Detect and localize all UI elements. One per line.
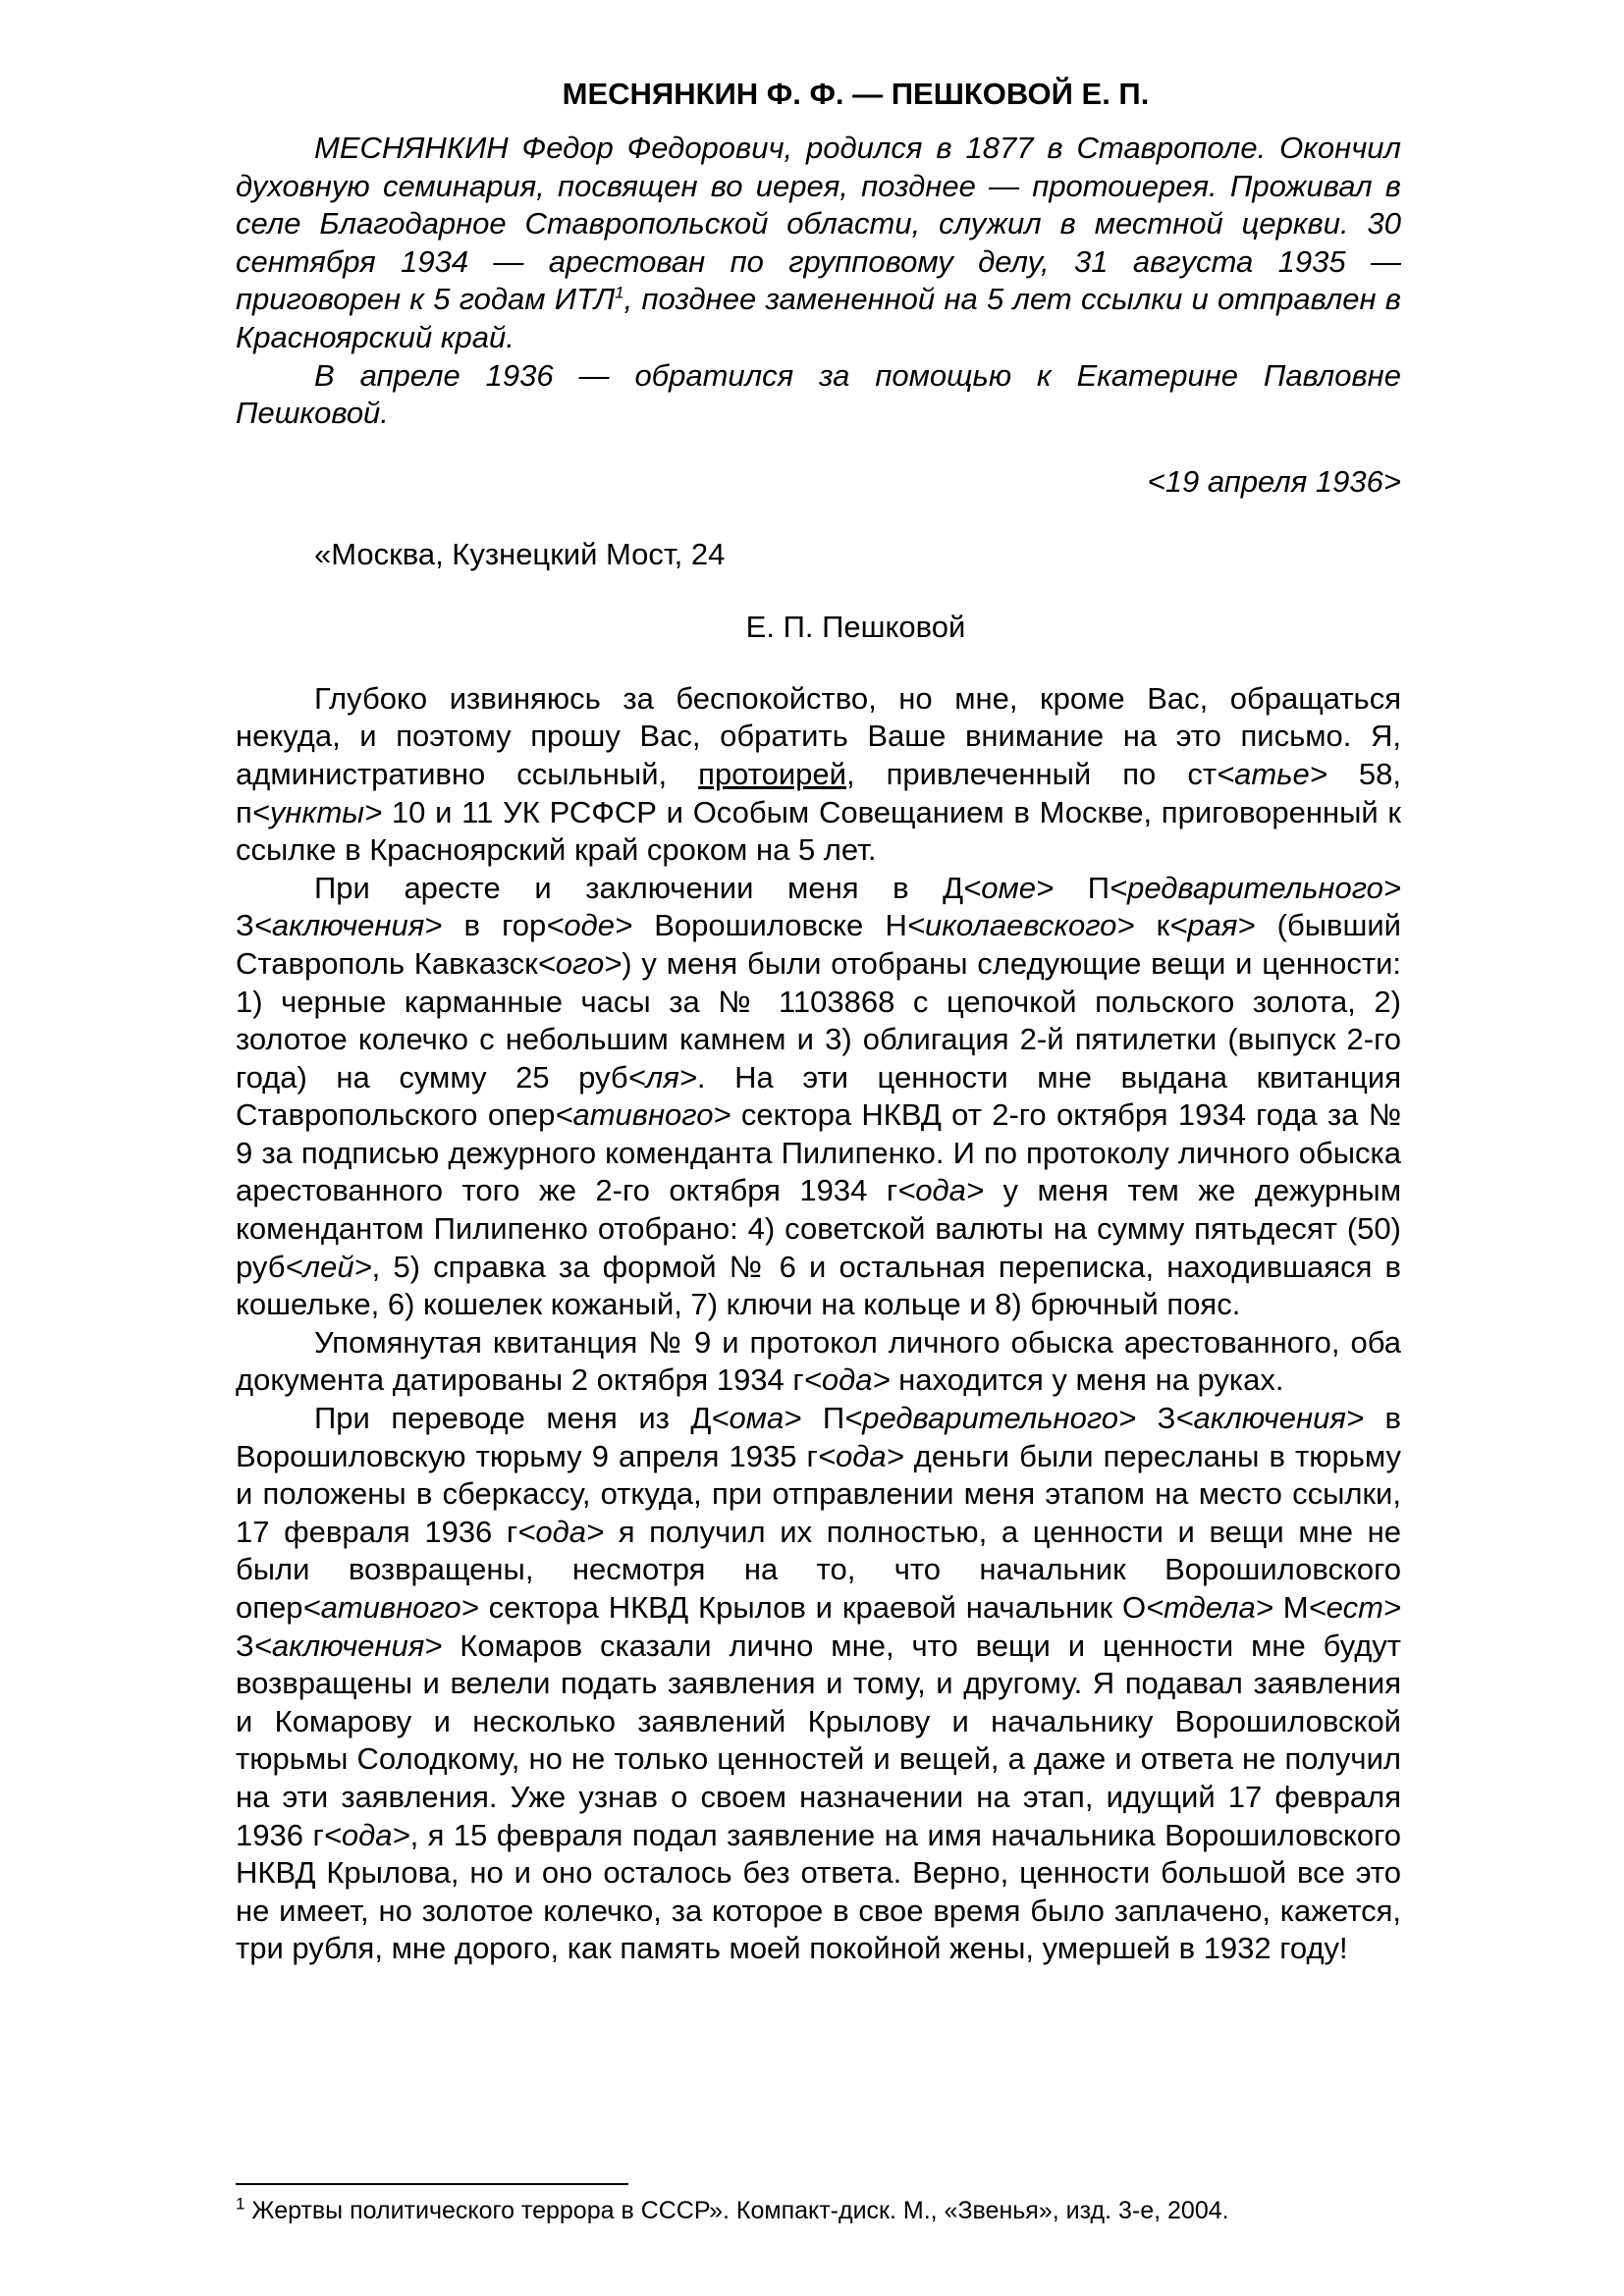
editorial-insert: <тдела> (1146, 1590, 1273, 1625)
editorial-insert: <ункты> (251, 794, 383, 829)
text-run: З (1136, 1401, 1176, 1436)
text-run: Глубоко извиняюсь за беспокойство, но мне, кроме Вас, обращаться некуда, и поэтому прошу Вас, обратить Ваше внимание на это письмо. Я, административно ссыльный, (236, 680, 1401, 791)
letter-date: <19 апреля 1936> (1147, 463, 1401, 499)
text-run: Комаров сказали лично мне, что вещи и ценности мне будут возвращены и велели подать заявления и тому, и другому. Я подавал заявления и Комарову и несколько заявлений Крылову и начальнику Ворошиловской тюрьмы Солодкому, но не только ценностей и вещей, а даже и ответа не получил на эти заявления. Уже узнав о своем назначении на этап, идущий 17 февраля 1936 г (236, 1628, 1401, 1852)
text-run: деньги были пересланы в тюрьму и положены в сберкассу, откуда, при отправлении меня этапом на место ссылки, 17 февраля 1936 г (236, 1438, 1401, 1549)
editorial-insert: <аключения> (1175, 1401, 1364, 1436)
text-run: З (236, 908, 254, 943)
letter-recipient: Е. П. Пешковой (745, 609, 966, 644)
footnote-text: Жертвы политического террора в СССР». Компакт-диск. М., «Звенья», изд. 3-е, 2004. (244, 2197, 1229, 2224)
letter-body (236, 680, 1401, 1968)
text-run: я получил их полностью, а ценности и вещи мне не были возвращены, несмотря на то, что начальник Ворошиловского опер (236, 1514, 1401, 1625)
editorial-insert: <рая> (1169, 908, 1256, 943)
text-run: Ворошиловске Н (632, 908, 907, 943)
letter-paragraph (236, 680, 1401, 870)
text-run: 58, п (236, 756, 1401, 829)
underlined-text: протоирей (698, 756, 846, 791)
text-run: к (1134, 908, 1170, 943)
footnote-ref[interactable]: 1 (615, 284, 624, 303)
text-run: З (236, 1628, 254, 1663)
editorial-insert: <ативного> (302, 1590, 479, 1625)
text-run: в Ворошиловскую тюрьму 9 апреля 1935 г (236, 1401, 1401, 1473)
intro-text: МЕСНЯНКИН Федор Федорович, родился в 1877 в Ставрополе. Окончил духовную семинария, посвящен во иерея, позднее — протоиерея. Проживал в селе Благодарное Ставропольской области, служил в местной церкви. 30 сентября 1934 — арестован по групповому делу, 31 августа 1935 — приговорен к 5 годам ИТЛ (236, 131, 1401, 317)
letter-address: «Москва, Кузнецкий Мост, 24 (314, 536, 726, 571)
text-run: в гор (442, 908, 547, 943)
editorial-insert: <ля> (627, 1059, 697, 1095)
editorial-insert: <аключения> (253, 1628, 443, 1663)
intro-paragraph-2: В апреле 1936 — обратился за помощью к Екатерине Павловне Пешковой. (236, 357, 1401, 431)
text-run: , привлеченный по ст (845, 756, 1218, 791)
editorial-insert: <ода> (803, 1362, 891, 1398)
text-run: При переводе меня из Д (314, 1401, 712, 1436)
editorial-insert: <ода> (323, 1817, 410, 1852)
editorial-insert: <атье> (1217, 756, 1327, 791)
editorial-insert: <ода> (517, 1514, 605, 1549)
editorial-insert: <редварительного> (1110, 870, 1401, 905)
text-run: сектора НКВД от 2-го октября 1934 года за № 9 за подписью дежурного коменданта Пилипенко. И по протоколу личного обыска арестованного того же 2-го октября 1934 г (236, 1097, 1401, 1208)
letter-paragraph (236, 870, 1401, 1324)
footnote-number: 1 (236, 2194, 245, 2214)
text-run: П (1054, 870, 1110, 905)
editorial-insert: <ого> (537, 945, 623, 981)
text-run: 10 и 11 УК РСФСР и Особым Совещанием в Москве, приговоренный к ссылке в Красноярский край сроком на 5 лет. (236, 794, 1401, 868)
text-run: , я 15 февраля подал заявление на имя начальника Ворошиловского НКВД Крылова, но и оно осталось без ответа. Верно, ценности большой все это не имеет, но золотое колечко, за которое в свое время было заплачено, кажется, три рубля, мне дорого, как память моей покойной жены, умершей в 1932 году! (236, 1817, 1401, 1966)
document-title: МЕСНЯНКИН Ф. Ф. — ПЕШКОВОЙ Е. П. (562, 77, 1150, 111)
page-content (236, 73, 1401, 1968)
editorial-insert: <оме> (963, 870, 1055, 905)
editorial-insert: <иколаевского> (906, 908, 1135, 943)
intro-paragraph-1 (236, 130, 1401, 357)
text-run: у меня тем же дежурным комендантом Пилипенко отобрано: 4) советской валюты на сумму пятьдесят (50) руб (236, 1173, 1402, 1284)
text-run: Упомянутая квитанция № 9 и протокол личного обыска арестованного, оба документа датированы 2 октября 1934 г (236, 1324, 1401, 1398)
editorial-insert: <лей> (285, 1249, 372, 1284)
editorial-insert: <ативного> (555, 1097, 731, 1133)
footnote (236, 2195, 1401, 2226)
editorial-insert: <ода> (897, 1173, 985, 1208)
text-run: П (801, 1401, 845, 1436)
editorial-insert: <редварительного> (844, 1401, 1137, 1436)
text-run: находится у меня на руках. (890, 1362, 1284, 1398)
text-run: сектора НКВД Крылов и краевой начальник О (478, 1590, 1147, 1625)
editorial-insert: <оде> (546, 908, 633, 943)
text-run: , 5) справка за формой № 6 и остальная переписка, находившаяся в кошельке, 6) кошелек кожаный, 7) ключи на кольце и 8) брючный пояс. (236, 1249, 1401, 1322)
text-run: (бывший Ставрополь Кавказск (236, 908, 1401, 981)
editorial-insert: <ест> (1308, 1590, 1402, 1625)
text-run: При аресте и заключении меня в Д (314, 870, 964, 905)
text-run: М (1272, 1590, 1309, 1625)
text-run: . На эти ценности мне выдана квитанция Ставропольского опер (236, 1059, 1401, 1133)
intro-text-tail: , позднее замененной на 5 лет ссылки и отправлен в Красноярский край. (236, 282, 1401, 354)
editorial-insert: <ома> (711, 1401, 802, 1436)
letter-paragraph (236, 1324, 1401, 1400)
editorial-insert: <аключения> (253, 908, 443, 943)
text-run: ) у меня были отобраны следующие вещи и ценности: 1) черные карманные часы за № 1103868 с цепочкой польского золота, 2) золотое колечко с небольшим камнем и 3) облигация 2-й пятилетки (выпуск 2-го года) на сумму 25 руб (236, 945, 1402, 1095)
footnote-divider (236, 2183, 628, 2185)
letter-paragraph (236, 1400, 1401, 1968)
editorial-insert: <ода> (817, 1438, 904, 1473)
